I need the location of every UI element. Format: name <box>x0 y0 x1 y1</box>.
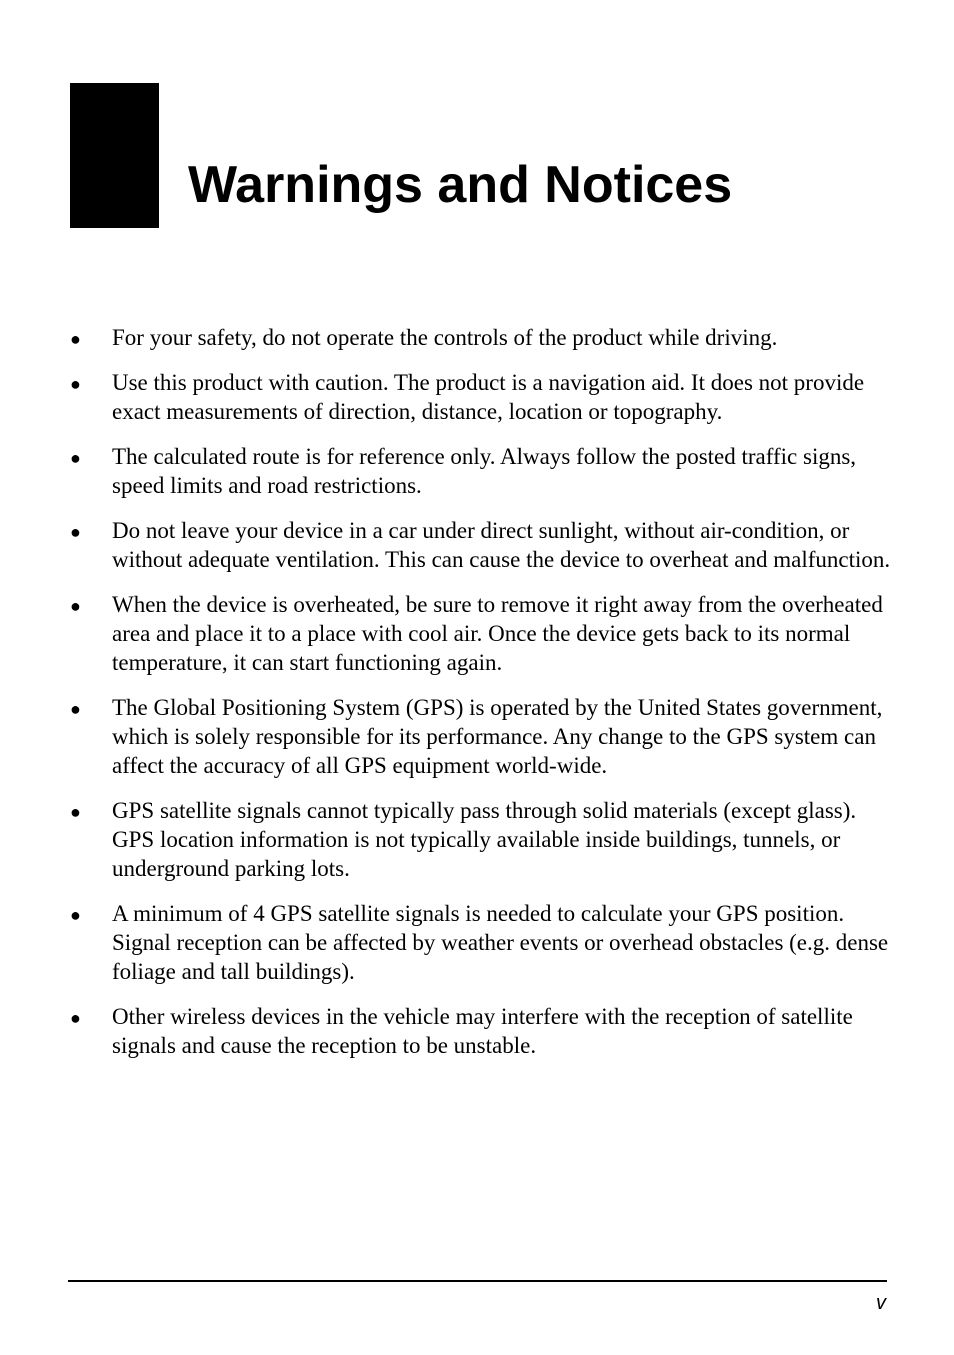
notice-list <box>0 323 954 1076</box>
notice-item <box>0 590 892 677</box>
bullet-icon: ● <box>70 802 81 822</box>
bullet-icon: ● <box>70 1008 81 1028</box>
notice-text: GPS satellite signals cannot typically pass through solid materials (except glass). GPS location information is not typically available inside buildings, tunnels, or underground parking lots. <box>112 798 857 881</box>
bullet-icon: ● <box>70 699 81 719</box>
notice-text: For your safety, do not operate the controls of the product while driving. <box>112 325 778 350</box>
notice-item <box>0 516 892 574</box>
bullet-icon: ● <box>70 596 81 616</box>
notice-item <box>0 899 892 986</box>
notice-item <box>0 1002 892 1060</box>
notice-text: The Global Positioning System (GPS) is operated by the United States government, which is solely responsible for its performance. Any change to the GPS system can affect the accuracy of all GPS equipment world-wide. <box>112 695 883 778</box>
notice-item <box>0 442 892 500</box>
bullet-icon: ● <box>70 905 81 925</box>
bullet-icon: ● <box>70 329 81 349</box>
notice-text: Do not leave your device in a car under direct sunlight, without air-condition, or without adequate ventilation. This can cause the device to overheat and malfunction. <box>112 518 891 572</box>
notice-text: When the device is overheated, be sure to remove it right away from the overheated area and place it to a place with cool air. Once the device gets back to its normal temperature, it can start functioning again. <box>112 592 883 675</box>
chapter-marker-block <box>70 83 159 228</box>
notice-text: A minimum of 4 GPS satellite signals is needed to calculate your GPS position. Signal reception can be affected by weather events or overhead obstacles (e.g. dense foliage and tall buildings). <box>112 901 889 984</box>
notice-item <box>0 323 892 352</box>
bullet-icon: ● <box>70 448 81 468</box>
footer-divider <box>68 1280 887 1282</box>
notice-text: Other wireless devices in the vehicle may interfere with the reception of satellite signals and cause the reception to be unstable. <box>112 1004 853 1058</box>
page-number: v <box>876 1292 886 1314</box>
bullet-icon: ● <box>70 374 81 394</box>
bullet-icon: ● <box>70 522 81 542</box>
notice-text: Use this product with caution. The product is a navigation aid. It does not provide exact measurements of direction, distance, location or topography. <box>112 370 865 424</box>
page-title: Warnings and Notices <box>188 156 733 214</box>
notice-item <box>0 693 892 780</box>
notice-text: The calculated route is for reference only. Always follow the posted traffic signs, speed limits and road restrictions. <box>112 444 857 498</box>
notice-item <box>0 796 892 883</box>
notice-item <box>0 368 892 426</box>
